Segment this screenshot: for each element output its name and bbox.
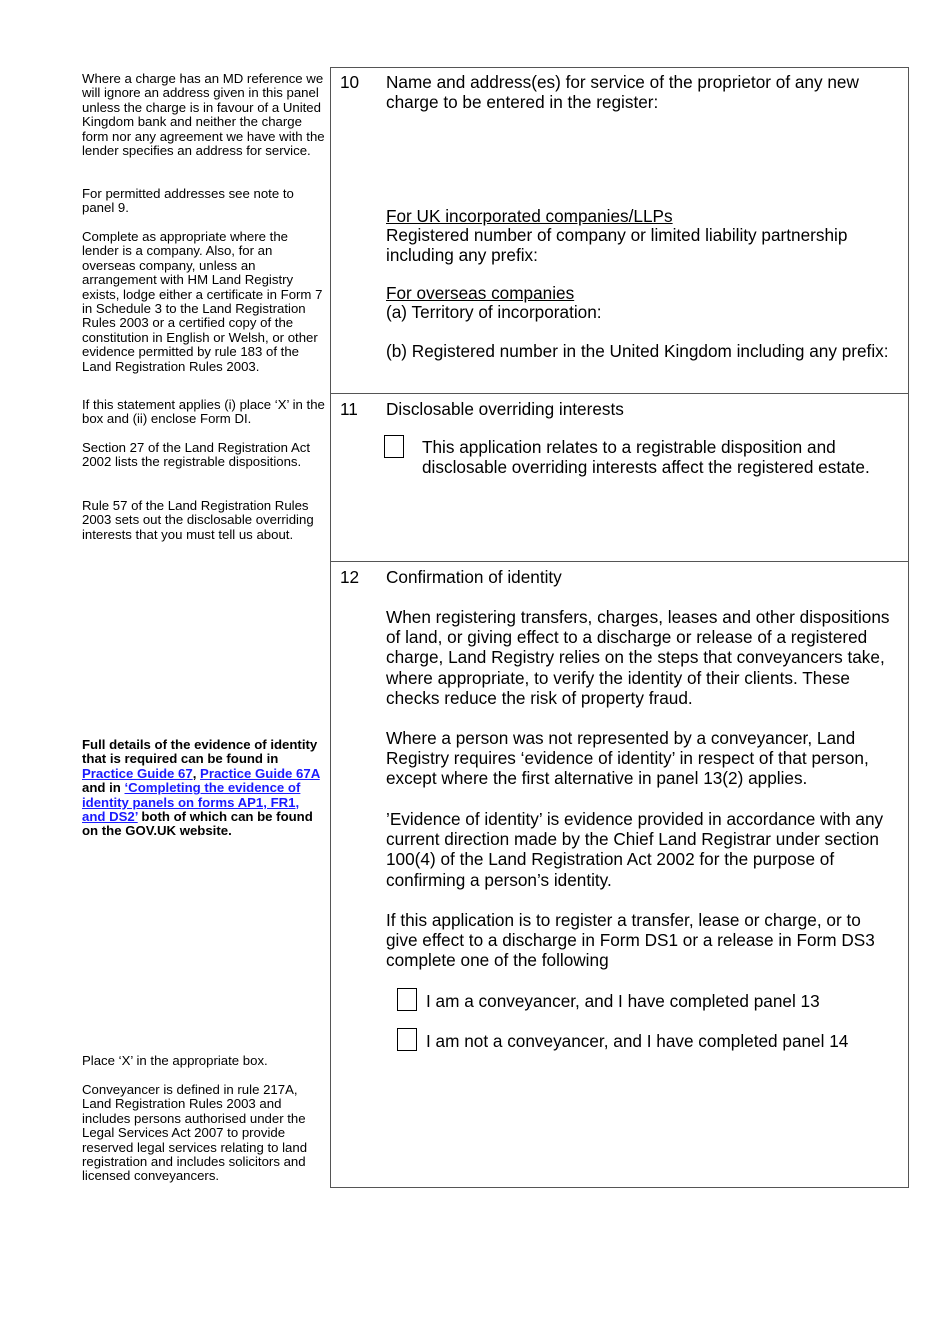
uk-companies-heading: For UK incorporated companies/LLPs (386, 206, 673, 226)
note-evidence-text-post: both of which can be found on the GOV.UK website. (82, 809, 313, 839)
panel-10-title: Name and address(es) for service of the proprietor of any new charge to be entered in the register: (386, 72, 859, 113)
panel-divider-11-12 (330, 561, 909, 562)
practice-guide-67a-link[interactable]: Practice Guide 67A (200, 765, 320, 781)
conveyancer-checkbox[interactable] (397, 988, 417, 1011)
note-section-27: Section 27 of the Land Registration Act 2002 lists the registrable dispositions. (82, 440, 310, 470)
disclosable-interests-checkbox[interactable] (384, 435, 404, 458)
note-conveyancer-definition: Conveyancer is defined in rule 217A, Land Registration Rules 2003 and includes persons authorised under the Legal Services Act 2007 to provide reserved legal services relating to land registration and includes solicitors and licensed conveyancers. (82, 1082, 308, 1184)
panel-11-title: Disclosable overriding interests (386, 399, 624, 419)
panel-divider-10-11 (330, 393, 909, 394)
note-rule-57: Rule 57 of the Land Registration Rules 2003 sets out the disclosable overriding interests that you must tell us about. (82, 498, 314, 542)
note-evidence-sep: , (192, 765, 197, 781)
panel-12-number: 12 (340, 567, 360, 587)
conveyancer-option-label: I am a conveyancer, and I have completed panel 13 (426, 991, 820, 1011)
practice-guide-67-link[interactable]: Practice Guide 67 (82, 765, 193, 781)
panel-12-paragraph-2: Where a person was not represented by a conveyancer, Land Registry requires ‘evidence of identity’ in respect of that person, except where the first alternative in panel 13(2) applies. (386, 728, 869, 789)
note-statement-applies: If this statement applies (i) place ‘X’ in the box and (ii) enclose Form DI. (82, 397, 325, 427)
overseas-companies-heading: For overseas companies (386, 283, 575, 303)
note-evidence-text-mid: and in (82, 780, 121, 796)
disclosable-interests-label: This application relates to a registrable disposition and disclosable overriding interests affect the registered estate. (422, 437, 870, 478)
note-place-x: Place ‘X’ in the appropriate box. (82, 1053, 268, 1068)
panel-12-paragraph-3: ’Evidence of identity’ is evidence provided in accordance with any current direction made by the Chief Land Registrar under section 100(4) of the Land Registration Act 2002 for the purpose of confirming a person’s identity. (386, 809, 884, 890)
not-conveyancer-option-label: I am not a conveyancer, and I have completed panel 14 (426, 1031, 849, 1051)
territory-of-incorporation-label: (a) Territory of incorporation: (386, 302, 602, 322)
note-md-reference: Where a charge has an MD reference we will ignore an address given in this panel unless the charge is in favour of a United Kingdom bank and neither the charge form nor any agreement we have with the lender specifies an address for service. (82, 71, 325, 159)
note-lender-company: Complete as appropriate where the lender is a company. Also, for an overseas company, unless an arrangement with HM Land Registry exists, lodge either a certificate in Form 7 in Schedule 3 to the Land Registration Rules 2003 or a certified copy of the constitution in English or Welsh, or other evidence permitted by rule 183 of the Land Registration Rules 2003. (82, 229, 323, 374)
uk-registered-number-overseas-label: (b) Registered number in the United Kingdom including any prefix: (386, 341, 889, 361)
note-permitted-addresses: For permitted addresses see note to panel 9. (82, 186, 294, 216)
uk-registered-number-label: Registered number of company or limited liability partnership including any prefix: (386, 225, 848, 266)
panel-12-paragraph-4: If this application is to register a transfer, lease or charge, or to give effect to a discharge in Form DS1 or a release in Form DS3 complete one of the following (386, 910, 875, 971)
not-conveyancer-checkbox[interactable] (397, 1028, 417, 1051)
note-evidence-of-identity (82, 738, 326, 839)
completing-evidence-link[interactable]: ‘Completing the evidence of identity panels on forms AP1, FR1, and DS2’ (82, 780, 301, 825)
panel-12-title: Confirmation of identity (386, 567, 562, 587)
panel-12-paragraph-1: When registering transfers, charges, leases and other dispositions of land, or giving effect to a discharge or release of a registered charge, Land Registry relies on the steps that conveyancers take, where appropriate, to verify the identity of their clients. These checks reduce the risk of property fraud. (386, 607, 890, 708)
panel-11-number: 11 (340, 399, 358, 419)
note-evidence-text-pre: Full details of the evidence of identity that is required can be found in (82, 737, 318, 767)
panel-10-number: 10 (340, 72, 360, 92)
